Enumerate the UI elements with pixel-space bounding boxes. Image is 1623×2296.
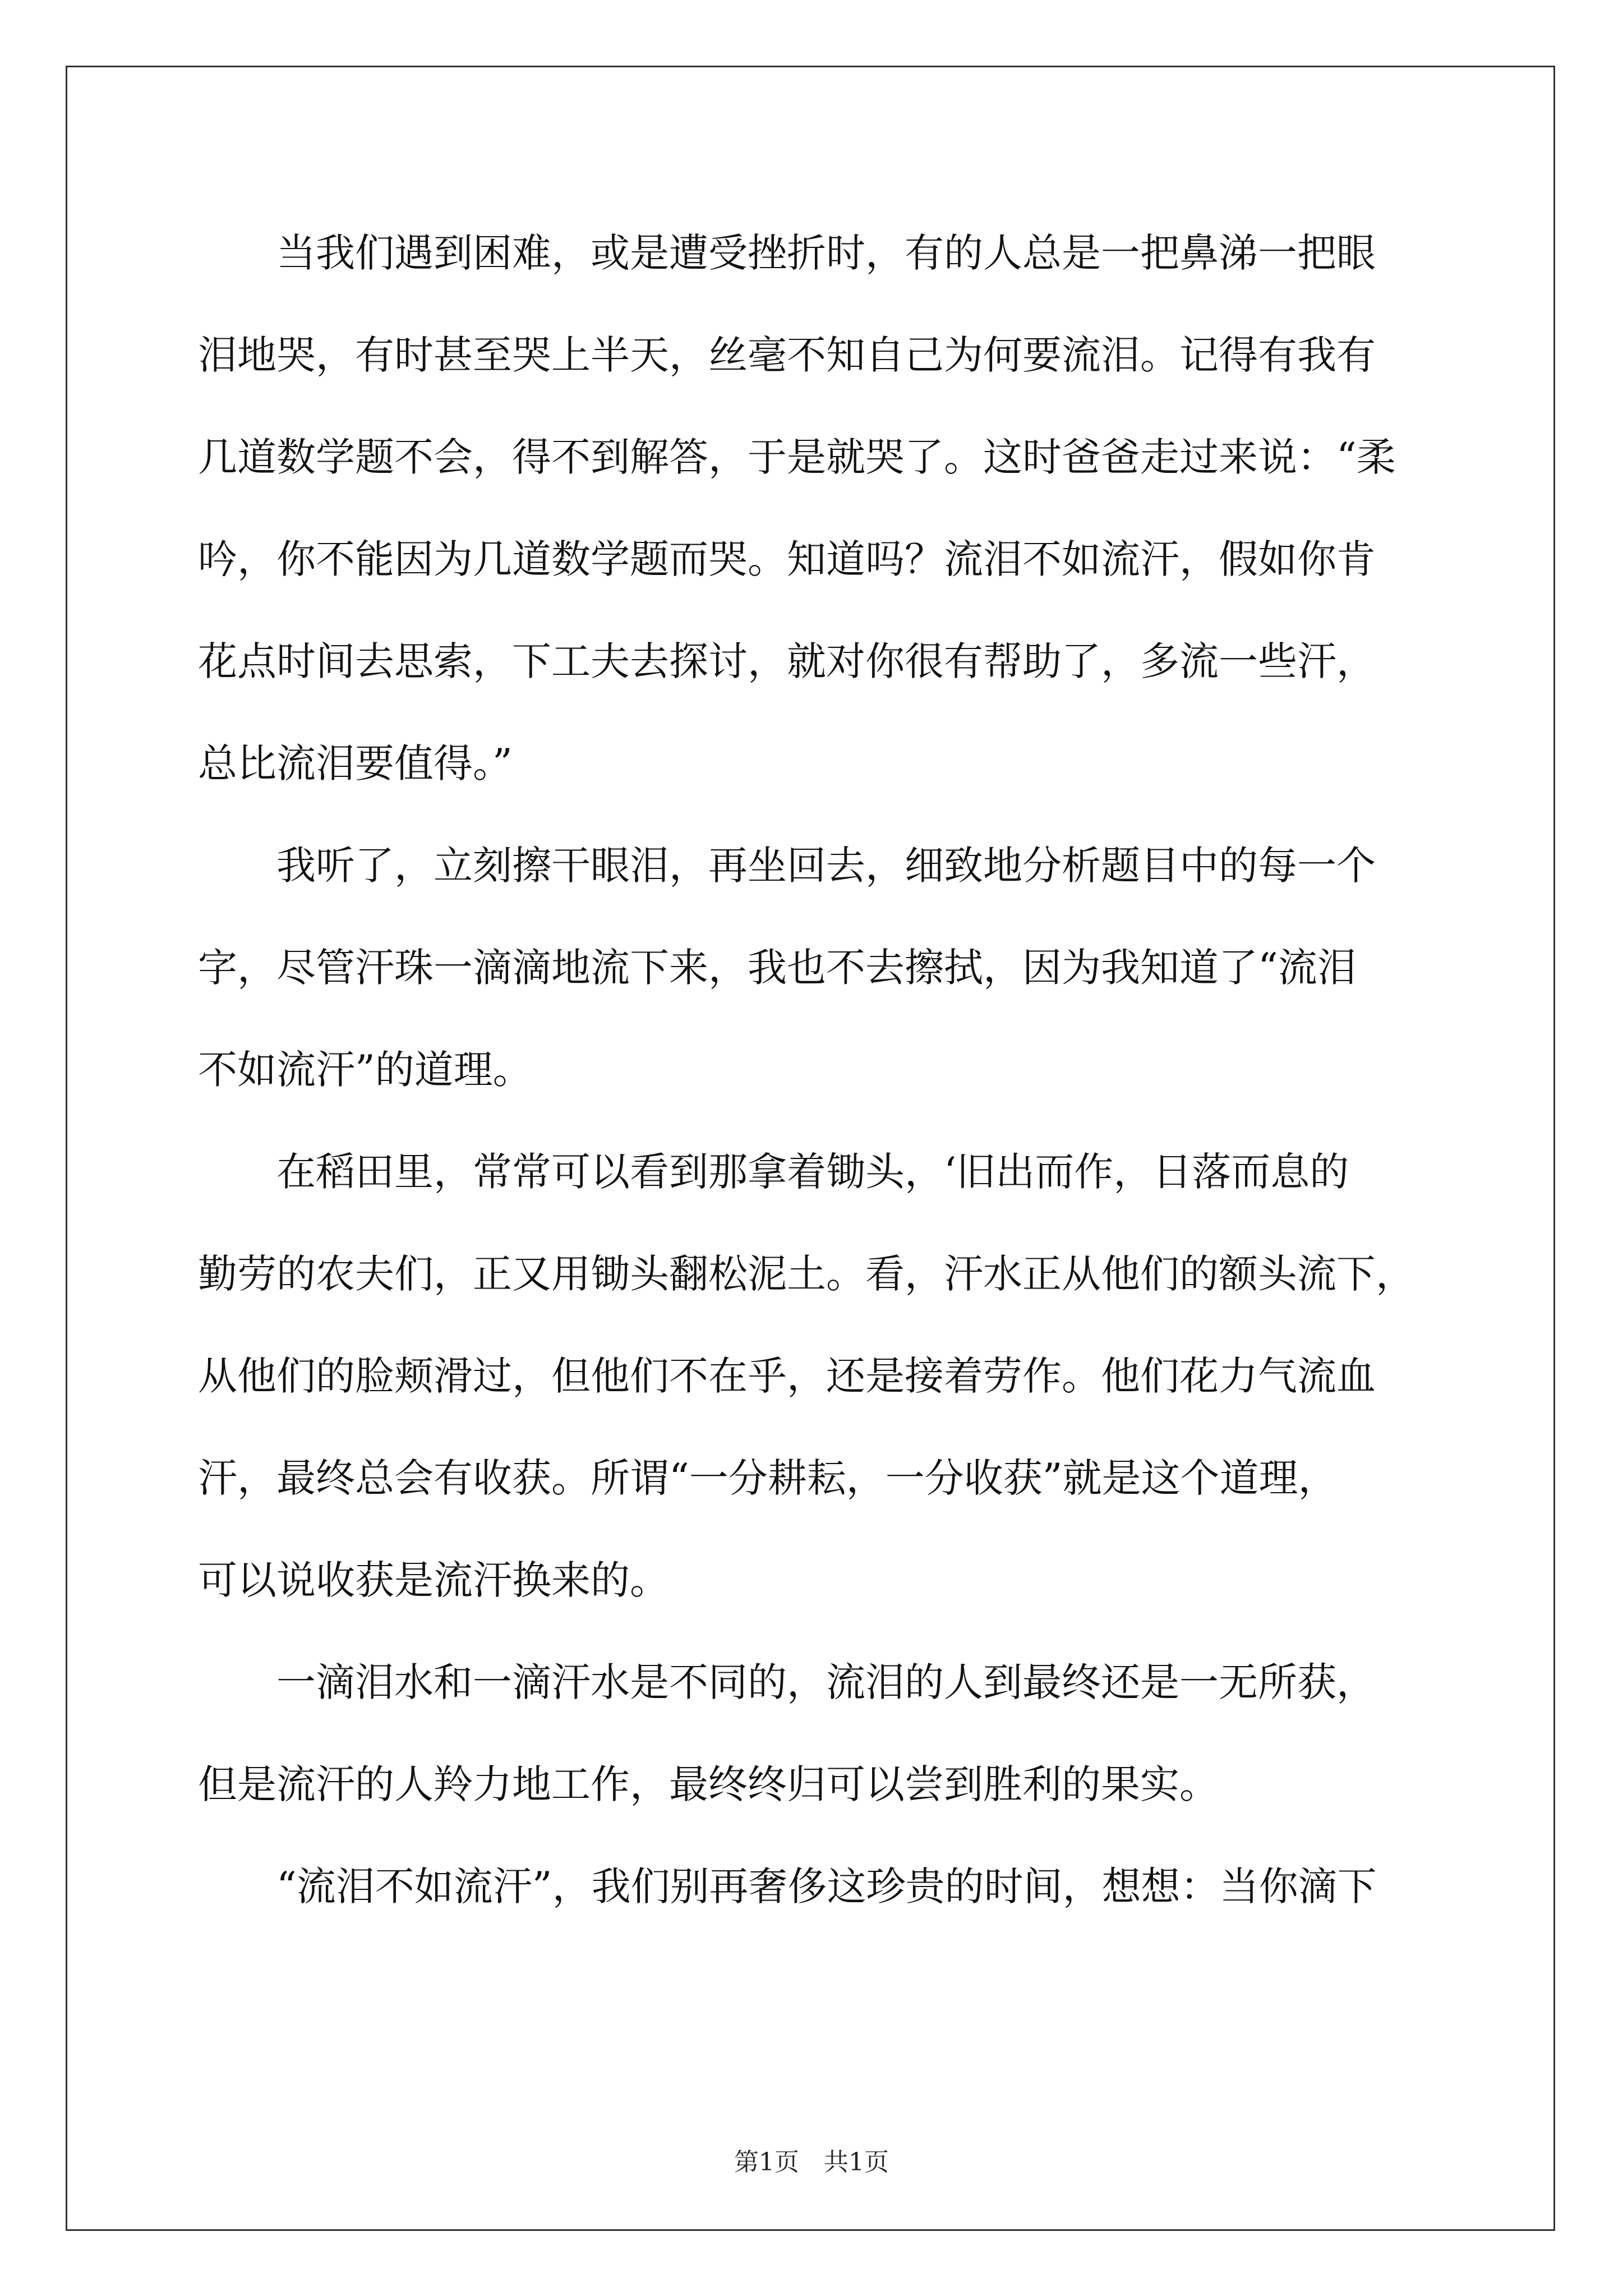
- page-total: 共1页: [824, 2148, 889, 2177]
- paragraph-2-line-2: 字，尽管汗珠一滴滴地流下来，我也不去擦拭，因为我知道了“流泪: [198, 945, 1357, 991]
- paragraph-2-line-3: 不如流汗”的道理。: [198, 1047, 532, 1093]
- paragraph-1-line-2: 泪地哭，有时甚至哭上半天，丝毫不知自己为何要流泪。记得有我有: [198, 332, 1376, 378]
- paragraph-1-line-3: 几道数学题不会，得不到解答，于是就哭了。这时爸爸走过来说：“柔: [198, 434, 1396, 480]
- paragraph-3-line-4: 汗，最终总会有收获。所谓“一分耕耘，一分收获”就是这个道理，: [198, 1455, 1338, 1501]
- document-body: [198, 202, 1432, 1938]
- paragraph-1-line-5: 花点时间去思索，下工夫去探讨，就对你很有帮助了，多流一些汗，: [198, 638, 1376, 684]
- paragraph-1-line-4: 吟，你不能因为几道数学题而哭。知道吗？流泪不如流汗，假如你肯: [198, 536, 1376, 582]
- page-number: 第1页: [734, 2148, 799, 2177]
- paragraph-3-line-1: 在稻田里，常常可以看到那拿着锄头，‘旧出而作，日落而息的: [276, 1149, 1349, 1195]
- paragraph-5-line-1: “流泪不如流汗”，我们别再奢侈这珍贵的时间，想想：当你滴下: [276, 1864, 1377, 1910]
- page-footer: [0, 2142, 1623, 2178]
- paragraph-4-line-1: 一滴泪水和一滴汗水是不同的，流泪的人到最终还是一无所获，: [276, 1659, 1376, 1705]
- paragraph-1-line-6: 总比流泪要值得。”: [198, 740, 513, 786]
- paragraph-3-line-3: 从他们的脸颊滑过，但他们不在乎，还是接着劳作。他们花力气流血: [198, 1353, 1376, 1399]
- paragraph-2-line-1: 我听了，立刻擦干眼泪，再坐回去，细致地分析题目中的每一个: [276, 843, 1376, 889]
- paragraph-4-line-2: 但是流汗的人羚力地工作，最终终归可以尝到胜利的果实。: [198, 1761, 1219, 1807]
- paragraph-3-line-2: 勤劳的农夫们，正又用锄头翻松泥土。看，汗水正从他们的额头流下，: [198, 1251, 1415, 1297]
- paragraph-1-line-1: 当我们遇到困难，或是遭受挫折时，有的人总是一把鼻涕一把眼: [276, 230, 1376, 276]
- paragraph-3-line-5: 可以说收获是流汗换来的。: [198, 1557, 669, 1603]
